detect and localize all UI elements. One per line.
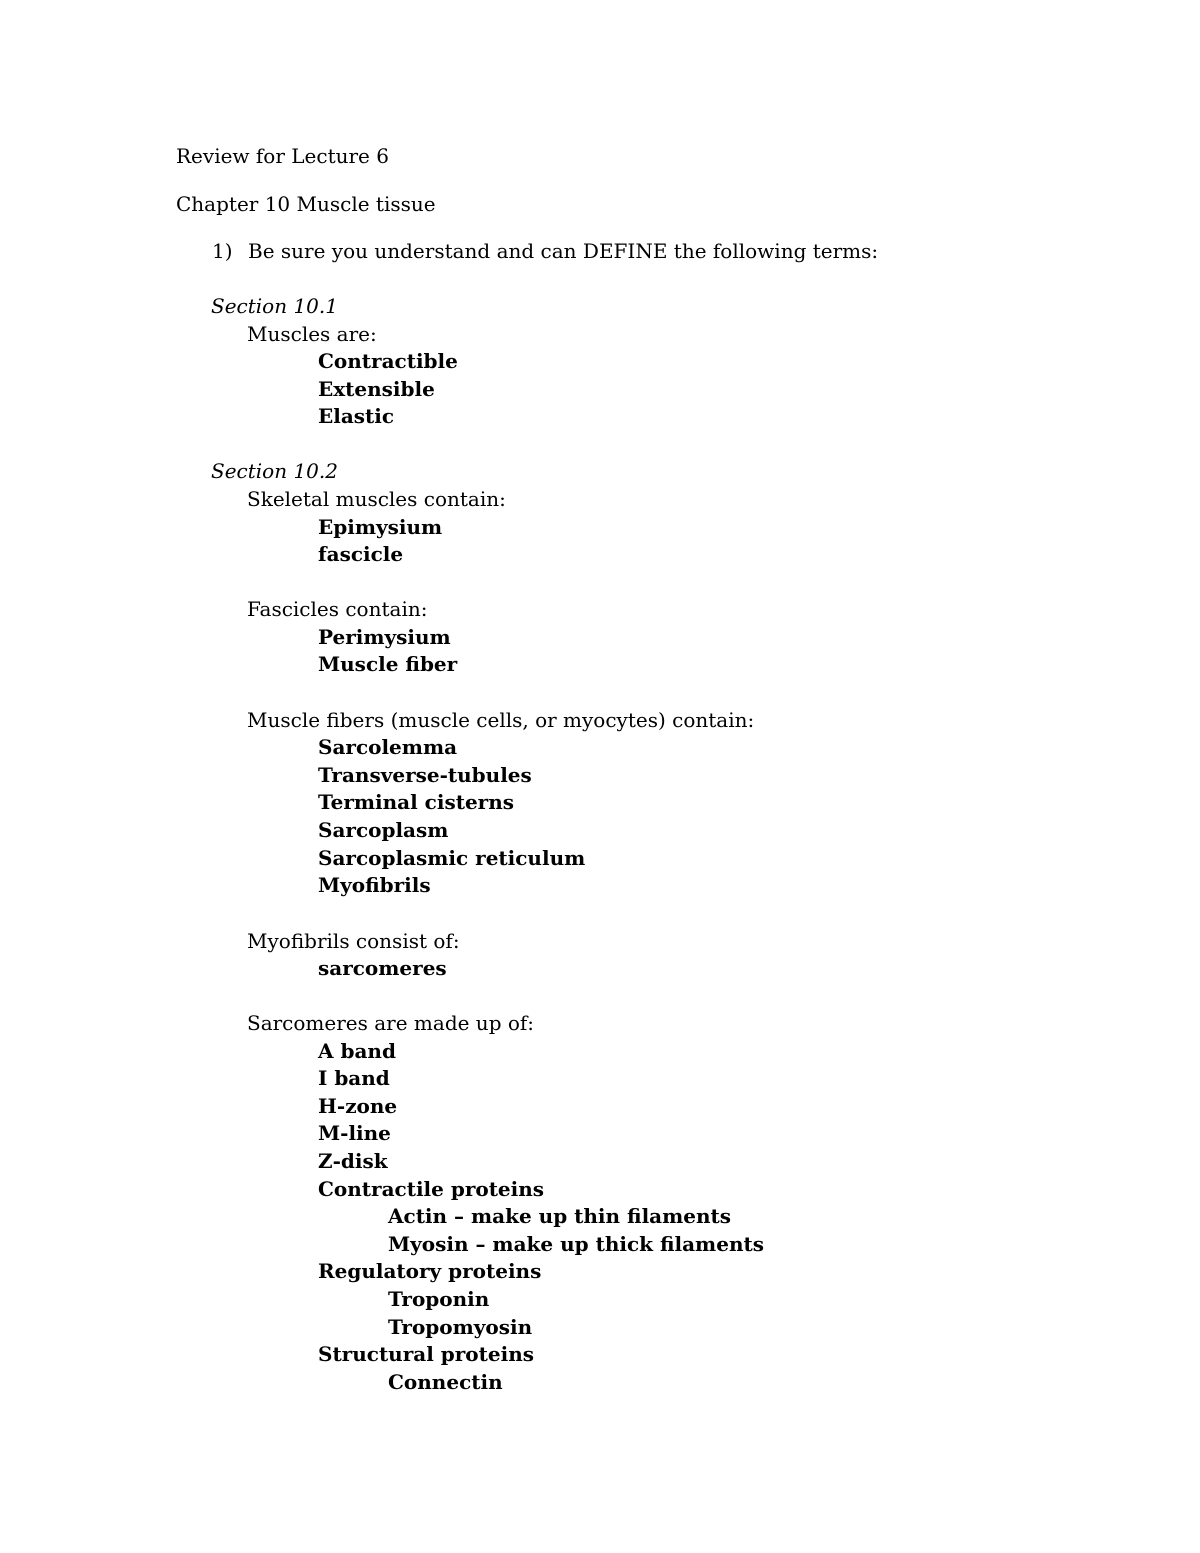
term: A band	[318, 1039, 396, 1063]
term: sarcomeres	[318, 956, 447, 980]
term: Sarcoplasmic reticulum	[318, 846, 586, 870]
term: fascicle	[318, 542, 404, 566]
term: M-line	[318, 1121, 391, 1145]
list-item-text: Be sure you understand and can DEFINE the following terms:	[248, 239, 879, 263]
group-label: Sarcomeres are made up of:	[247, 1011, 535, 1035]
group-label: Fascicles contain:	[247, 597, 428, 621]
subterm: Myosin – make up thick filaments	[388, 1232, 764, 1256]
group-label: Myofibrils consist of:	[247, 929, 460, 953]
group-label: Muscles are:	[247, 322, 377, 346]
subterm: Connectin	[388, 1370, 503, 1394]
term: Sarcolemma	[318, 735, 458, 759]
chapter-heading: Chapter 10 Muscle tissue	[176, 192, 436, 216]
term: Myofibrils	[318, 873, 431, 897]
term: Terminal cisterns	[318, 790, 515, 814]
term: Sarcoplasm	[318, 818, 449, 842]
section-heading-10-2: Section 10.2	[211, 459, 338, 483]
group-label: Muscle fibers (muscle cells, or myocytes) contain:	[247, 708, 755, 732]
term: Z-disk	[318, 1149, 388, 1173]
term: Contractile proteins	[318, 1177, 545, 1201]
term: Contractible	[318, 349, 458, 373]
document-title: Review for Lecture 6	[176, 144, 389, 168]
term: Perimysium	[318, 625, 451, 649]
term: Regulatory proteins	[318, 1259, 542, 1283]
term: H-zone	[318, 1094, 398, 1118]
term: Elastic	[318, 404, 395, 428]
subterm: Tropomyosin	[388, 1315, 533, 1339]
subterm: Actin – make up thin filaments	[388, 1204, 732, 1228]
term: Transverse-tubules	[318, 763, 532, 787]
section-heading-10-1: Section 10.1	[211, 294, 338, 318]
term: Muscle fiber	[318, 652, 458, 676]
term: I band	[318, 1066, 390, 1090]
group-label: Skeletal muscles contain:	[247, 487, 506, 511]
term: Epimysium	[318, 515, 443, 539]
term: Extensible	[318, 377, 435, 401]
term: Structural proteins	[318, 1342, 534, 1366]
subterm: Troponin	[388, 1287, 490, 1311]
list-item-number: 1)	[212, 239, 233, 263]
